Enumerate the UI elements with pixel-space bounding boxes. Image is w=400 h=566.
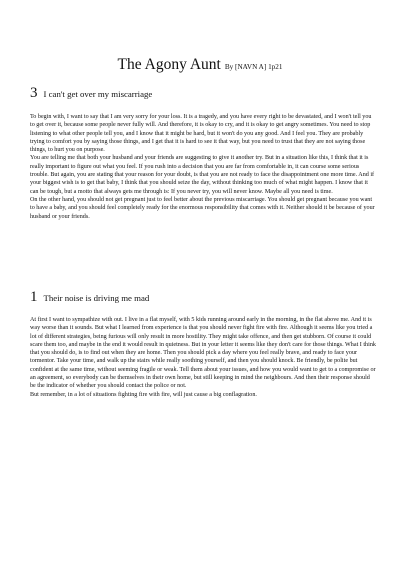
- paragraph: But remember, in a lot of situations fighting fire with fire, will just cause a big conflagration.: [30, 391, 257, 398]
- paragraph: To begin with, I want to say that I am very sorry for your loss. It is a tragedy, and you have every right to be devastated, and I won't tell you to get over it, because some people never fully will. And therefore, it is okay to cry, and it is okay to get angry sometimes. You need to stop listening to what other people tell you, and I know that it might be hard, but it won't do you any good. And I feel you. They are probably trying to comfort you by saying those things, and I get that it is hard to see it that way, but you need to trust that they are not saying those things, to hurt you on purpose.: [30, 114, 372, 154]
- document-byline: By [NAVN A] 1p21: [224, 63, 283, 71]
- paragraph: You are telling me that both your husband and your friends are suggesting to give it another try. But in a situation like this, I think that it is really important to figure out what you feel. If you rush into a decision that you are far from comfortable in, it can course some serious trouble. But again, you are stating that your reason for your doubt, is that you are not ready to face the disappointment one more time. And if your biggest wish is to get that baby, I think that you should seize the day, without thinking too much of what might happen. I know that it can be tough, but a motto that always gets me through is: If you never try, you will never know. Maybe all you need is time.: [30, 155, 375, 195]
- paragraph: At first I want to sympathize with out. I live in a flat myself, with 5 kids running around early in the morning, in the flat above me. And it is way worse than it sounds. But what I learned from experience is that you should never fight fire with fire. Although it seems like you tried a lot of different strategies, being furious will only result in more hostility. They might take offence, and then get stubborn. Of course it could scare them too, and maybe in the end it would result in quietness. But in your letter it seems like they don't care for those things. What I think that you should do, is to find out when they are home. Then you should pick a day where you feel really brave, and ready to face your tormentor. Take your time, and walk up the stairs while really soothing yourself, and then you should knock. Be friendly, be polite but confident at the same time, without seeming fragile or weak. Tell them about your issues, and how you would want to get to a compromise or an agreement, so everybody can be themselves in their own home, but still keeping in mind the neighbours. And then their response should be the indicator of whether you should contact the police or not.: [30, 317, 376, 390]
- document-header: [0, 56, 400, 74]
- section-number: 3: [30, 85, 38, 101]
- section-body-miscarriage: [30, 113, 376, 221]
- document-title: The Agony Aunt: [117, 56, 221, 73]
- paragraph: On the other hand, you should not get pregnant just to feel better about the previous miscarriage. You should get pregnant because you want to have a baby, and you should feel completely ready for the enormous responsibility that comes with it. Neither should it be because of your husband or your friends.: [30, 196, 375, 220]
- section-number: 1: [30, 289, 38, 305]
- section-title: Their noise is driving me mad: [43, 293, 150, 303]
- section-title: I can't get over my miscarriage: [43, 89, 153, 99]
- section-body-noise: [30, 316, 376, 399]
- section-heading-miscarriage: [30, 84, 152, 102]
- section-heading-noise: [30, 288, 149, 306]
